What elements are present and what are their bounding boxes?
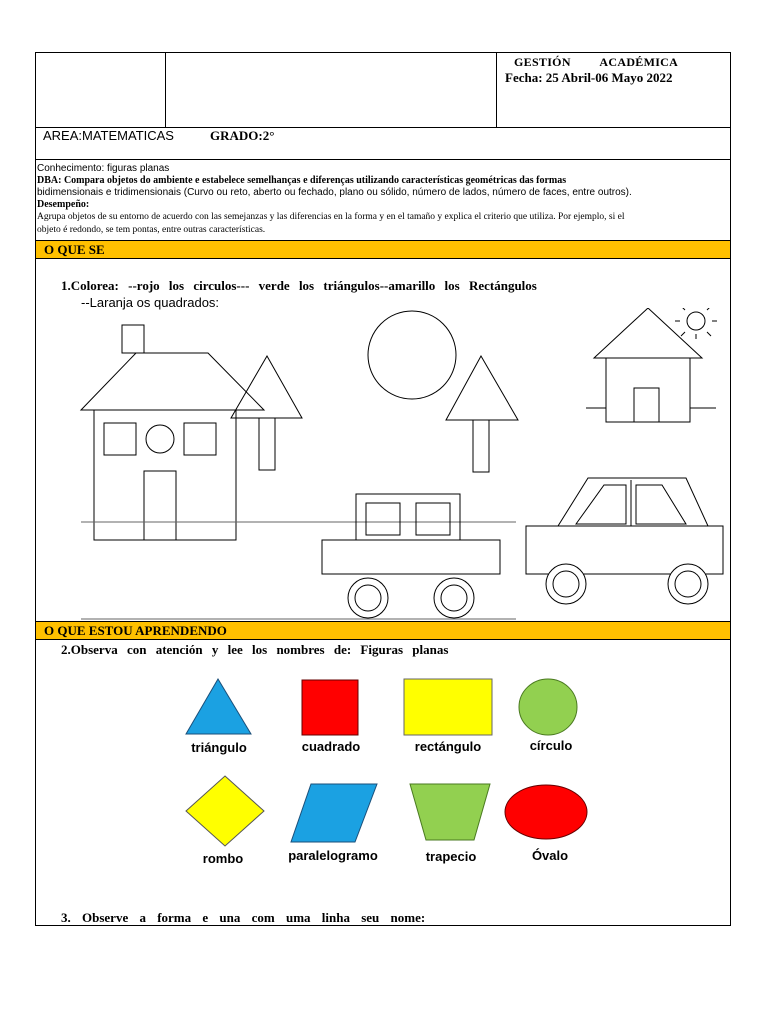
- house-left: [81, 325, 264, 540]
- header-col-line-2: [496, 53, 497, 127]
- conhecimento-text: Conhecimento: figuras planas: [37, 163, 170, 174]
- label-cuadrado: cuadrado: [301, 739, 361, 754]
- dba-text: DBA: Compara objetos do ambiente e estabelece semelhanças e diferenças utilizando características geométricas das formas: [37, 175, 567, 186]
- section-band-aprendendo: [36, 621, 730, 640]
- shape-parallelogram: [289, 782, 379, 844]
- question-3-text: 3. Observe a forma e una com uma linha seu nome:: [61, 910, 426, 925]
- date-label: Fecha: 25 Abril-06 Mayo 2022: [505, 70, 673, 85]
- area-label: AREA:MATEMATICAS: [43, 128, 174, 143]
- section-band-o-que-se: [36, 240, 730, 259]
- house-right: [586, 308, 717, 422]
- shape-trapezoid: [408, 782, 492, 842]
- section-title-aprendendo: O QUE ESTOU APRENDENDO: [44, 623, 227, 638]
- desempeno-label: Desempeño:: [37, 199, 90, 210]
- area-divider: [36, 159, 730, 160]
- label-rectangulo: rectángulo: [414, 739, 482, 754]
- coloring-scene: [36, 308, 732, 623]
- dba-continuation: bidimensionais e tridimensionais (Curvo ou reto, aberto ou fechado, plano ou sólido, número de lados, número de faces, entre outros).: [37, 187, 632, 198]
- shape-triangle: [184, 677, 254, 737]
- shape-oval: [503, 783, 589, 841]
- desempeno-text-1: Agrupa objetos de su entorno de acuerdo con las semejanzas y las diferencias en la forma y en el tamaño y explica el criterio que utiliza. Por ejemplo, si el: [37, 212, 625, 222]
- car: [526, 478, 723, 604]
- label-trapecio: trapecio: [425, 849, 477, 864]
- section-title-o-que-se: O QUE SE: [44, 242, 105, 257]
- question-2-text: 2.Observa con atención y lee los nombres de: Figuras planas: [61, 642, 449, 657]
- truck: [322, 494, 500, 618]
- shape-circle: [517, 678, 579, 736]
- desempeno-text-2: objeto é redondo, se tem pontas, entre outras características.: [37, 225, 266, 235]
- label-rombo: rombo: [202, 851, 244, 866]
- shape-rectangle: [403, 678, 493, 736]
- label-ovalo: Óvalo: [531, 848, 569, 863]
- tree-left: [231, 356, 302, 470]
- gestion-title: GESTIÓN ACADÉMICA: [514, 55, 679, 69]
- worksheet-page: [35, 52, 731, 926]
- tree-right: [446, 356, 518, 472]
- shape-rhombus: [184, 774, 266, 848]
- grade-label: GRADO:2°: [210, 128, 275, 143]
- question-1-subtext: --Laranja os quadrados:: [81, 295, 220, 310]
- label-circulo: círculo: [529, 738, 573, 753]
- label-paralelogramo: paralelogramo: [288, 848, 378, 863]
- shape-square: [301, 679, 359, 736]
- header-col-line-1: [165, 53, 166, 127]
- big-circle: [368, 311, 456, 399]
- label-triangulo: triángulo: [191, 740, 247, 755]
- question-1-text: 1.Colorea: --rojo los circulos--- verde los triángulos--amarillo los Rectángulos: [61, 278, 537, 293]
